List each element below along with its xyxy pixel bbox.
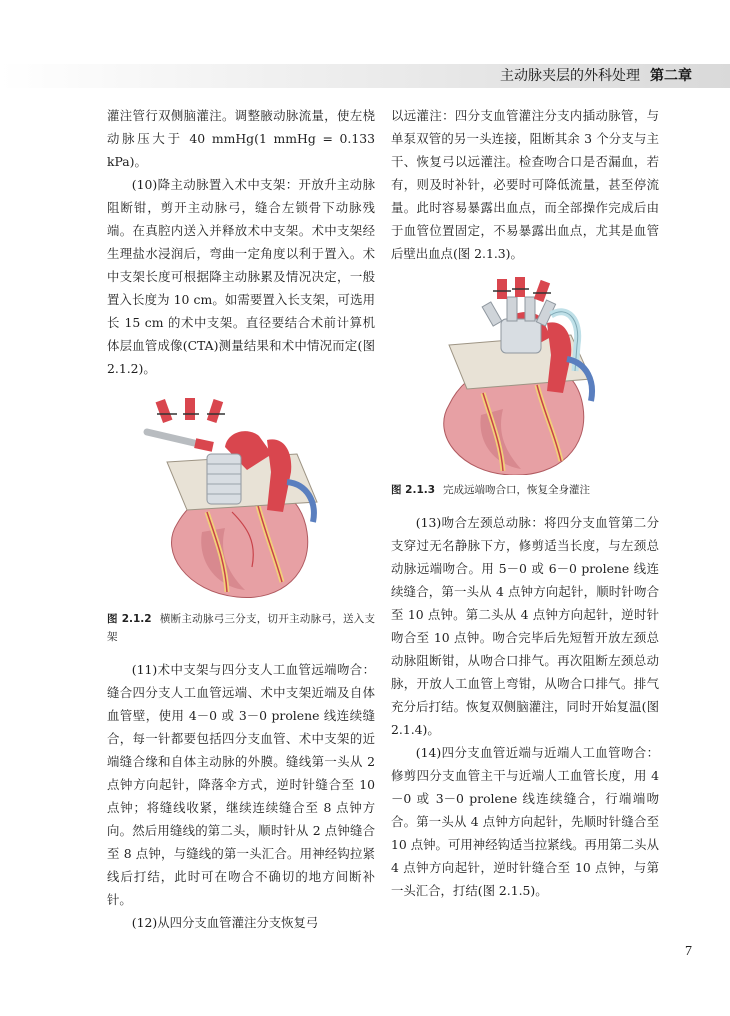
running-header [500, 66, 692, 86]
header-chapter: 第二章 [650, 68, 692, 84]
figure-caption-text: 横断主动脉弓三分支，切开主动脉弓，送入支架 [107, 613, 375, 643]
right-column [391, 104, 659, 902]
paragraph: 灌注管行双侧脑灌注。调整腋动脉流量，使左桡动脉压大于 40 mmHg(1 mmHg = 0.133 kPa)。 [107, 108, 375, 169]
paragraph: (11)术中支架与四分支人工血管远端吻合：缝合四分支人工血管远端、术中支架近端及自体血管壁，使用 4－0 或 3－0 prolene 线连续缝合，每一针都要包括四分支血管、术中支架的近端缝合缘和自体主动脉的外膜。缝线第一头从 2 点钟方向起针，降落伞方式，逆时针缝合至 10 点钟；将缝线收紧，继续连续缝合至 8 点钟方向。然后用缝线的第二头，顺时针从 2 点钟缝合至 8 点钟，与缝线的第一头汇合。用神经钩拉紧线后打结，此时可在吻合不确切的地方间断补针。 [107, 662, 375, 907]
page-number: 7 [685, 944, 692, 959]
figure-2-1-3 [391, 275, 659, 499]
paragraph: 以远灌注：四分支血管灌注分支内插动脉管，与单泵双管的另一头连接，阻断其余 3 个分支与主干、恢复弓以远灌注。检查吻合口是否漏血，若有，则及时补针，必要时可降低流量，甚至停流量。此时容易暴露出血点，而全部操作完成后由于血管位置固定，不易暴露出血点，尤其是血管后壁出血点(图 2.1.3)。 [391, 108, 659, 261]
heart-illustration-anastomosis [391, 275, 659, 475]
figure-caption [391, 481, 659, 499]
paragraph: (10)降主动脉置入术中支架：开放升主动脉阻断钳，剪开主动脉弓，缝合左锁骨下动脉残端。在真腔内送入并释放术中支架。术中支架经生理盐水浸润后，弯曲一定角度以利于置入。术中支架长度可根据降主动脉累及情况决定，一般置入长度为 10 cm。如需要置入长支架，可选用长 15 cm 的术中支架。直径要结合术前计算机体层血管成像(CTA)测量结果和术中情况而定(图 2.1.2)。 [107, 177, 375, 376]
paragraph: (12)从四分支血管灌注分支恢复弓 [131, 915, 319, 930]
figure-number: 图 2.1.3 [391, 484, 436, 496]
header-title: 主动脉夹层的外科处理 [500, 68, 640, 84]
figure-number: 图 2.1.2 [107, 613, 152, 625]
figure-caption [107, 610, 375, 646]
paragraph: (13)吻合左颈总动脉：将四分支血管第二分支穿过无名静脉下方，修剪适当长度，与左颈总动脉远端吻合。用 5－0 或 6－0 prolene 线连续缝合，第一头从 4 点钟方向起针，顺时针吻合至 10 点钟。第二头从 4 点钟方向起针，逆时针吻合至 10 点钟。吻合完毕后先短暂开放左颈总动脉阻断钳，从吻合口排气。再次阻断左颈总动脉，开放人工血管上弯钳，从吻合口排气。排气充分后打结。恢复双侧脑灌注，同时开始复温(图 2.1.4)。 [391, 515, 659, 737]
heart-illustration-stent [107, 392, 375, 604]
left-column [107, 104, 375, 934]
figure-caption-text: 完成远端吻合口，恢复全身灌注 [443, 484, 591, 496]
paragraph: (14)四分支血管近端与近端人工血管吻合：修剪四分支血管主干与近端人工血管长度，用 4－0 或 3－0 prolene 线连续缝合，行端端吻合。第一头从 4 点钟方向起针，先顺时针缝合至 10 点钟。可用神经钩适当拉紧线。再用第二头从 4 点钟方向起针，逆时针缝合至 10 点钟，与第一头汇合，打结(图 2.1.5)。 [391, 745, 659, 898]
figure-2-1-2 [107, 392, 375, 646]
